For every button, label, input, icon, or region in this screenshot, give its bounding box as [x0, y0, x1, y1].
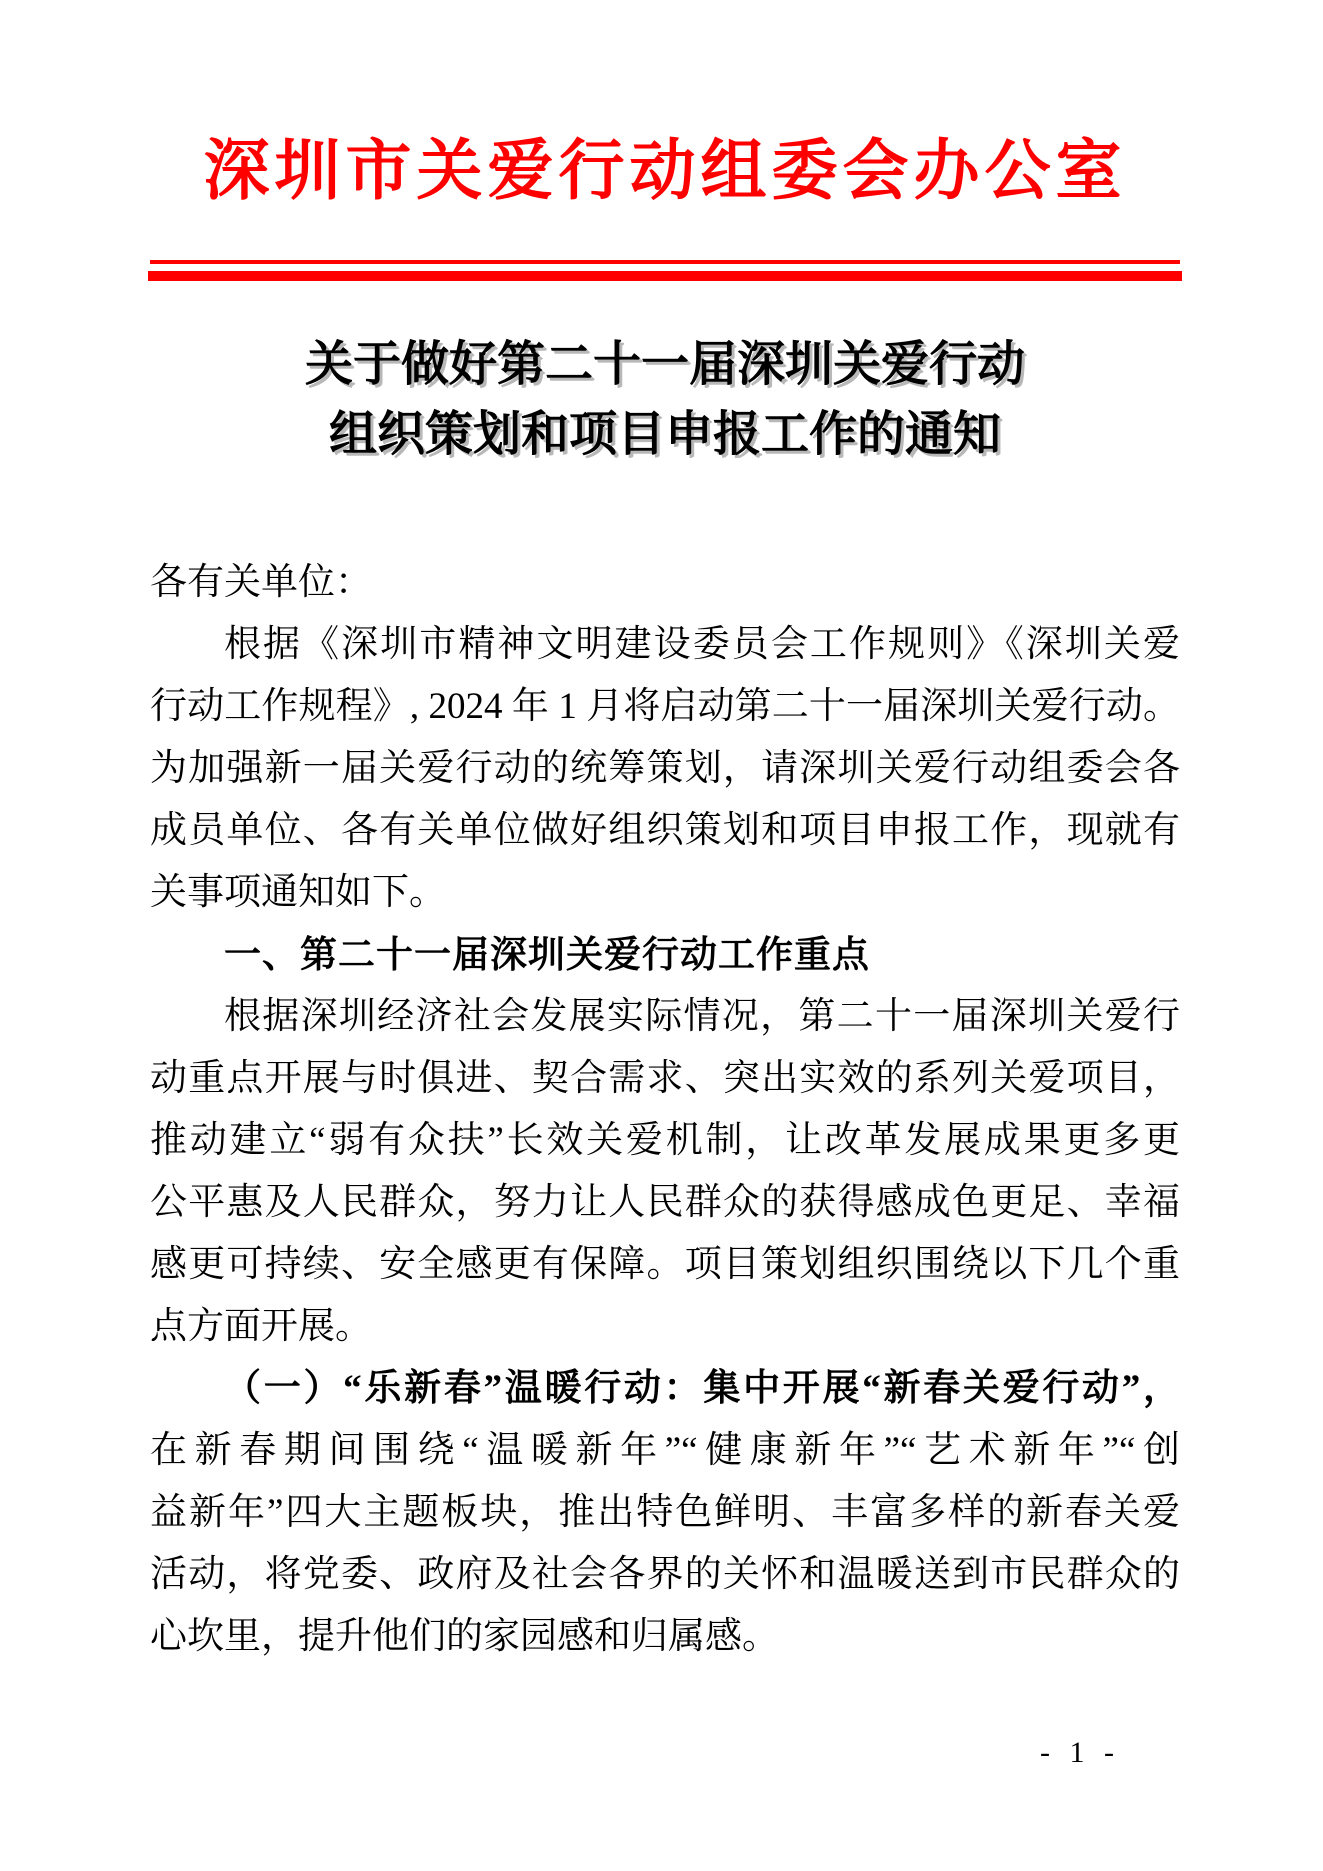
body-line: 关事项通知如下。 [150, 872, 446, 913]
body-line: 感更可持续、安全感更有保障。项目策划组织围绕以下几个重 [150, 1244, 1180, 1285]
body-line: 行动工作规程》, 2024 年 1 月将启动第二十一届深圳关爱行动。 [150, 686, 1180, 727]
body-line: 在新春期间围绕“温暖新年”“健康新年”“艺术新年”“创 [150, 1430, 1180, 1471]
body-line: 心坎里，提升他们的家园感和归属感。 [150, 1616, 779, 1657]
letterhead-rule-thick [148, 271, 1182, 281]
document-body [150, 552, 1180, 1668]
body-line: 活动，将党委、政府及社会各界的关怀和温暖送到市民群众的 [150, 1554, 1180, 1595]
body-line: 公平惠及人民群众，努力让人民群众的获得感成色更足、幸福 [150, 1182, 1180, 1223]
body-line: 动重点开展与时俱进、契合需求、突出实效的系列关爱项目， [150, 1058, 1180, 1099]
body-line: 点方面开展。 [150, 1306, 372, 1347]
body-line: 为加强新一届关爱行动的统筹策划，请深圳关爱行动组委会各 [150, 748, 1180, 789]
letterhead-rule-thin [150, 260, 1180, 264]
page-number: - 1 - [1040, 1736, 1120, 1769]
body-line: 成员单位、各有关单位做好组织策划和项目申报工作，现就有 [150, 810, 1180, 851]
document-title [150, 330, 1180, 470]
letterhead-office-name: 深圳市关爱行动组委会办公室 [203, 135, 1127, 208]
body-line: 推动建立“弱有众扶”长效关爱机制，让改革发展成果更多更 [150, 1120, 1180, 1161]
body-line: 根据深圳经济社会发展实际情况，第二十一届深圳关爱行 [224, 996, 1180, 1037]
body-line: （一）“乐新春”温暖行动：集中开展“新春关爱行动”， [224, 1368, 1180, 1409]
document-title-line1: 关于做好第二十一届深圳关爱行动 [304, 338, 1025, 391]
document-title-line2: 组织策划和项目申报工作的通知 [328, 408, 1001, 461]
body-line: 益新年”四大主题板块，推出特色鲜明、丰富多样的新春关爱 [150, 1492, 1180, 1533]
body-line: 各有关单位： [150, 562, 372, 603]
body-line: 一、第二十一届深圳关爱行动工作重点 [224, 934, 870, 975]
body-line: 根据《深圳市精神文明建设委员会工作规则》《深圳关爱 [224, 624, 1180, 665]
